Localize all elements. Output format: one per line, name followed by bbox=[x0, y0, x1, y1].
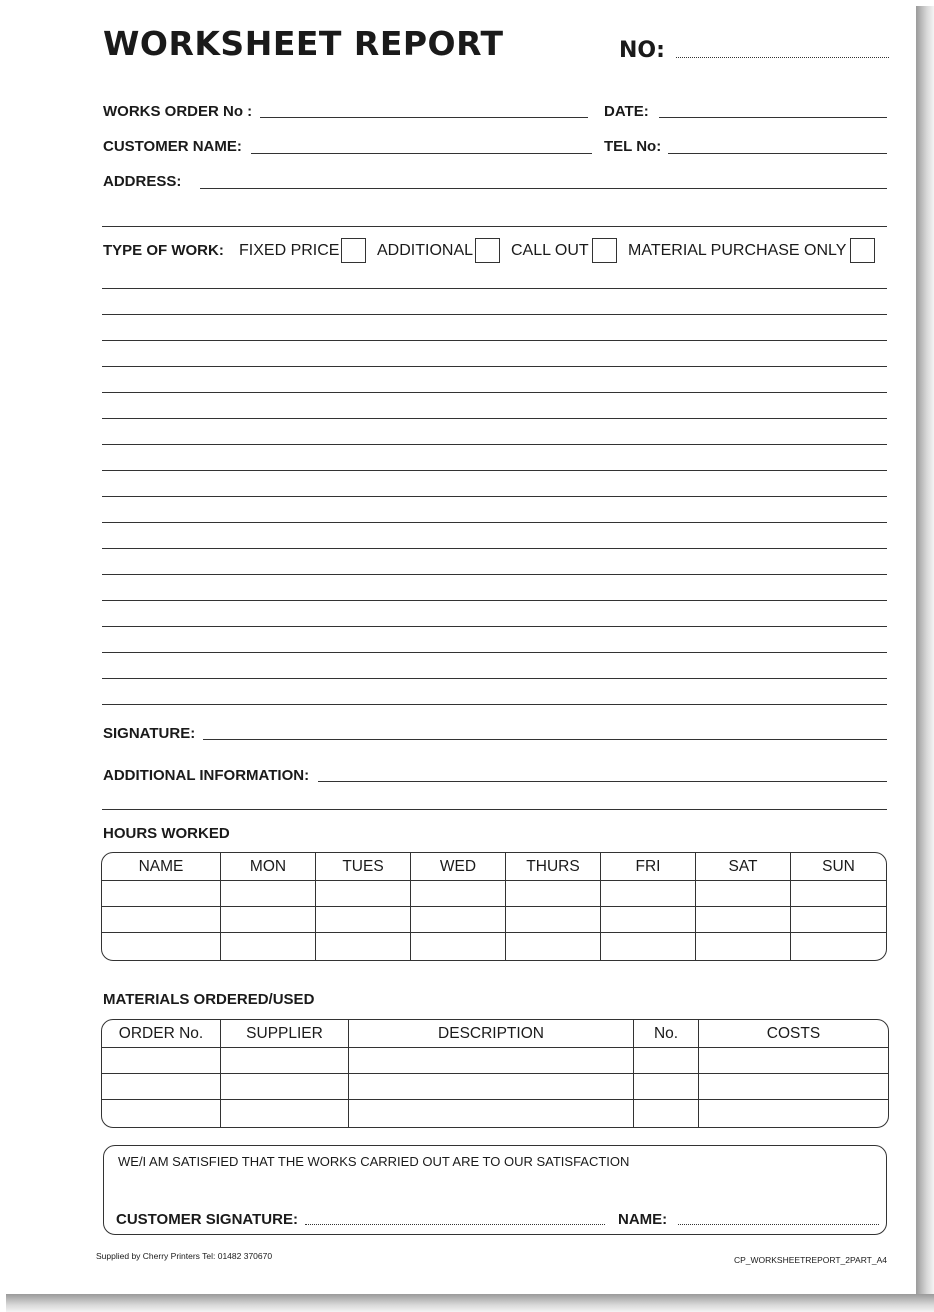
type-of-work-label: TYPE OF WORK: bbox=[103, 242, 224, 259]
date-label: DATE: bbox=[604, 103, 649, 120]
material-purchase-only-checkbox[interactable] bbox=[850, 238, 875, 263]
table-cell[interactable] bbox=[634, 1100, 699, 1127]
hours-header-row bbox=[102, 853, 886, 881]
call-out-checkbox[interactable] bbox=[592, 238, 617, 263]
materials-col-description: DESCRIPTION bbox=[349, 1020, 634, 1048]
work-description-line[interactable] bbox=[102, 496, 887, 497]
signature-label: SIGNATURE: bbox=[103, 725, 196, 742]
table-cell[interactable] bbox=[102, 881, 221, 907]
table-cell[interactable] bbox=[102, 907, 221, 933]
footer-code: CP_WORKSHEETREPORT_2PART_A4 bbox=[733, 1255, 887, 1265]
footer-supplier: Supplied by Cherry Printers Tel: 01482 370670 bbox=[96, 1251, 273, 1261]
materials-table bbox=[101, 1019, 889, 1128]
hours-col-sat: SAT bbox=[696, 853, 791, 881]
work-description-line[interactable] bbox=[102, 418, 887, 419]
table-cell[interactable] bbox=[696, 881, 791, 907]
materials-col-costs: COSTS bbox=[699, 1020, 888, 1048]
fixed-price-checkbox[interactable] bbox=[341, 238, 366, 263]
signature-field[interactable] bbox=[203, 739, 887, 740]
table-row bbox=[102, 1048, 888, 1074]
additional-information-field-line-1[interactable] bbox=[318, 781, 887, 782]
work-description-line[interactable] bbox=[102, 704, 887, 705]
work-description-line[interactable] bbox=[102, 548, 887, 549]
work-description-line[interactable] bbox=[102, 626, 887, 627]
page-shadow-bottom bbox=[6, 1294, 934, 1312]
hours-worked-table bbox=[101, 852, 887, 961]
table-cell[interactable] bbox=[791, 907, 886, 933]
table-cell[interactable] bbox=[791, 933, 886, 960]
hours-worked-title: HOURS WORKED bbox=[103, 825, 230, 842]
work-description-line[interactable] bbox=[102, 522, 887, 523]
table-row bbox=[102, 933, 886, 960]
table-cell[interactable] bbox=[411, 907, 506, 933]
table-cell[interactable] bbox=[601, 881, 696, 907]
table-cell[interactable] bbox=[696, 907, 791, 933]
customer-name-sign-field[interactable] bbox=[678, 1224, 879, 1225]
table-cell[interactable] bbox=[506, 933, 601, 960]
hours-col-fri: FRI bbox=[601, 853, 696, 881]
page-shadow-right bbox=[916, 6, 934, 1312]
work-description-line[interactable] bbox=[102, 652, 887, 653]
work-description-line[interactable] bbox=[102, 392, 887, 393]
customer-signature-label: CUSTOMER SIGNATURE: bbox=[116, 1211, 298, 1228]
customer-name-sign-label: NAME: bbox=[618, 1211, 668, 1228]
call-out-label: CALL OUT bbox=[511, 242, 589, 259]
work-description-line[interactable] bbox=[102, 288, 887, 289]
table-cell[interactable] bbox=[316, 933, 411, 960]
tel-label: TEL No: bbox=[604, 138, 662, 155]
additional-information-field-line-2[interactable] bbox=[102, 809, 887, 810]
table-cell[interactable] bbox=[791, 881, 886, 907]
work-description-line[interactable] bbox=[102, 574, 887, 575]
table-row bbox=[102, 907, 886, 933]
table-cell[interactable] bbox=[699, 1074, 888, 1100]
hours-col-mon: MON bbox=[221, 853, 316, 881]
table-cell[interactable] bbox=[349, 1074, 634, 1100]
table-cell[interactable] bbox=[221, 1100, 349, 1127]
table-cell[interactable] bbox=[221, 933, 316, 960]
table-cell[interactable] bbox=[221, 881, 316, 907]
table-cell[interactable] bbox=[316, 881, 411, 907]
additional-information-label: ADDITIONAL INFORMATION: bbox=[103, 767, 310, 784]
table-cell[interactable] bbox=[102, 933, 221, 960]
materials-header-row bbox=[102, 1020, 888, 1048]
additional-checkbox[interactable] bbox=[475, 238, 500, 263]
work-description-line[interactable] bbox=[102, 678, 887, 679]
hours-col-tues: TUES bbox=[316, 853, 411, 881]
address-field-line-2[interactable] bbox=[102, 226, 887, 227]
address-field-line-1[interactable] bbox=[200, 188, 887, 189]
table-cell[interactable] bbox=[316, 907, 411, 933]
table-cell[interactable] bbox=[102, 1100, 221, 1127]
materials-col-no: No. bbox=[634, 1020, 699, 1048]
table-row bbox=[102, 1074, 888, 1100]
table-row bbox=[102, 881, 886, 907]
materials-col-order-no: ORDER No. bbox=[102, 1020, 221, 1048]
table-cell[interactable] bbox=[349, 1100, 634, 1127]
hours-col-thurs: THURS bbox=[506, 853, 601, 881]
hours-col-name: NAME bbox=[102, 853, 221, 881]
table-cell[interactable] bbox=[696, 933, 791, 960]
table-cell[interactable] bbox=[634, 1074, 699, 1100]
customer-name-field[interactable] bbox=[251, 153, 592, 154]
work-description-line[interactable] bbox=[102, 600, 887, 601]
table-cell[interactable] bbox=[601, 933, 696, 960]
table-cell[interactable] bbox=[102, 1048, 221, 1074]
table-cell[interactable] bbox=[699, 1048, 888, 1074]
table-cell[interactable] bbox=[506, 881, 601, 907]
works-order-label: WORKS ORDER No : bbox=[103, 103, 253, 120]
work-description-line[interactable] bbox=[102, 340, 887, 341]
additional-label: ADDITIONAL bbox=[377, 242, 474, 259]
table-cell[interactable] bbox=[221, 1048, 349, 1074]
work-description-line[interactable] bbox=[102, 314, 887, 315]
number-label: NO: bbox=[619, 38, 665, 63]
table-cell[interactable] bbox=[506, 907, 601, 933]
hours-col-wed: WED bbox=[411, 853, 506, 881]
table-cell[interactable] bbox=[102, 1074, 221, 1100]
table-cell[interactable] bbox=[349, 1048, 634, 1074]
satisfaction-statement: WE/I AM SATISFIED THAT THE WORKS CARRIED OUT ARE TO OUR SATISFACTION bbox=[118, 1154, 630, 1169]
hours-col-sun: SUN bbox=[791, 853, 886, 881]
works-order-field[interactable] bbox=[260, 117, 588, 118]
tel-field[interactable] bbox=[668, 153, 887, 154]
table-cell[interactable] bbox=[634, 1048, 699, 1074]
table-cell[interactable] bbox=[411, 933, 506, 960]
table-cell[interactable] bbox=[221, 1074, 349, 1100]
materials-title: MATERIALS ORDERED/USED bbox=[103, 991, 315, 1008]
materials-col-supplier: SUPPLIER bbox=[221, 1020, 349, 1048]
work-description-line[interactable] bbox=[102, 444, 887, 445]
customer-signature-field[interactable] bbox=[305, 1224, 605, 1225]
page-title: WORKSHEET REPORT bbox=[103, 24, 504, 63]
number-field[interactable] bbox=[676, 57, 889, 58]
customer-name-label: CUSTOMER NAME: bbox=[103, 138, 242, 155]
date-field[interactable] bbox=[659, 117, 887, 118]
table-cell[interactable] bbox=[411, 881, 506, 907]
fixed-price-label: FIXED PRICE bbox=[239, 242, 340, 259]
table-cell[interactable] bbox=[601, 907, 696, 933]
table-cell[interactable] bbox=[699, 1100, 888, 1127]
material-purchase-only-label: MATERIAL PURCHASE ONLY bbox=[628, 242, 847, 259]
table-cell[interactable] bbox=[221, 907, 316, 933]
address-label: ADDRESS: bbox=[103, 173, 182, 190]
work-description-line[interactable] bbox=[102, 470, 887, 471]
table-row bbox=[102, 1100, 888, 1127]
work-description-line[interactable] bbox=[102, 366, 887, 367]
